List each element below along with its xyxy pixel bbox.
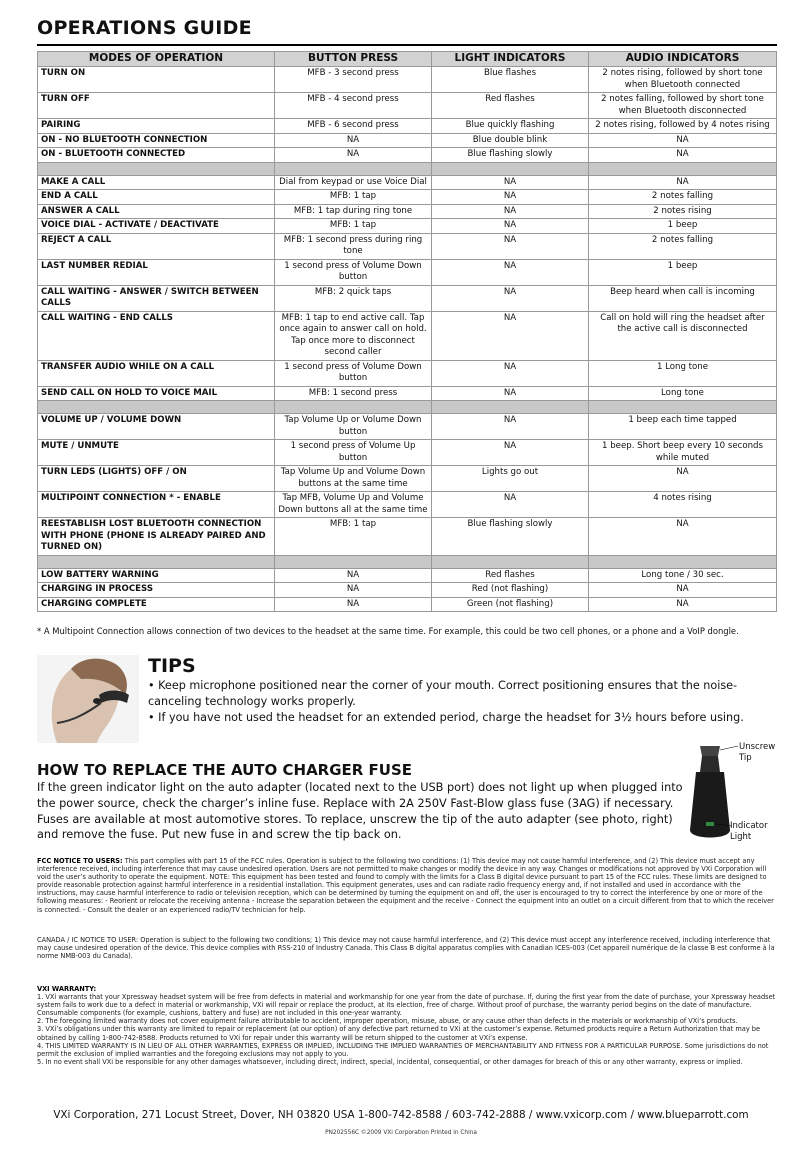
cell-mode: TRANSFER AUDIO WHILE ON A CALL — [38, 360, 275, 386]
cell-press: 1 second press of Volume Up button — [275, 440, 432, 466]
table-row — [38, 175, 777, 190]
cell-press: 1 second press of Volume Down button — [275, 360, 432, 386]
cell-mode: REESTABLISH LOST BLUETOOTH CONNECTION WITH PHONE (PHONE IS ALREADY PAIRED AND TURNED ON) — [38, 518, 275, 556]
separator-cell — [38, 555, 275, 568]
table-row — [38, 204, 777, 219]
cell-press: 1 second press of Volume Down button — [275, 259, 432, 285]
tip-item: • If you have not used the headset for an extended period, charge the headset for 3½ hours before using. — [148, 711, 744, 724]
cell-press: MFB: 1 tap during ring tone — [275, 204, 432, 219]
cell-light: Red flashes — [432, 93, 589, 119]
table-row — [38, 518, 777, 556]
cell-light: NA — [432, 219, 589, 234]
cell-press: MFB: 1 second press during ring tone — [275, 233, 432, 259]
cell-light: NA — [432, 492, 589, 518]
tips-title: TIPS — [148, 655, 196, 677]
table-separator-row — [38, 162, 777, 175]
cell-mode: REJECT A CALL — [38, 233, 275, 259]
separator-cell — [275, 162, 432, 175]
cell-mode: CALL WAITING - END CALLS — [38, 311, 275, 360]
cell-light: Blue flashing slowly — [432, 518, 589, 556]
cell-press: NA — [275, 148, 432, 163]
contact-line: VXi Corporation, 271 Locust Street, Dover, NH 03820 USA 1-800-742-8588 / 603-742-2888 / www.vxicorp.com / www.blueparrott.com — [53, 1109, 749, 1121]
cell-mode: CALL WAITING - ANSWER / SWITCH BETWEEN CALLS — [38, 285, 275, 311]
cell-light: Green (not flashing) — [432, 597, 589, 612]
cell-press: NA — [275, 583, 432, 598]
cell-mode: CHARGING IN PROCESS — [38, 583, 275, 598]
cell-audio: 1 beep — [589, 259, 777, 285]
cell-light: NA — [432, 233, 589, 259]
cell-light: Blue double blink — [432, 133, 589, 148]
cell-press: MFB: 1 tap to end active call. Tap once again to answer call on hold. Tap once more to disconnect second caller — [275, 311, 432, 360]
label-indicator-light: Indicator Light — [730, 821, 768, 842]
cell-audio: Long tone — [589, 386, 777, 401]
cell-press: Tap MFB, Volume Up and Volume Down buttons all at the same time — [275, 492, 432, 518]
cell-mode: MUTE / UNMUTE — [38, 440, 275, 466]
cell-light: Blue flashing slowly — [432, 148, 589, 163]
cell-mode: MULTIPOINT CONNECTION * - ENABLE — [38, 492, 275, 518]
cell-light: Lights go out — [432, 466, 589, 492]
cell-press: MFB: 1 tap — [275, 219, 432, 234]
fuse-instructions: If the green indicator light on the auto adapter (located next to the USB port) does not light up when plugged into the power source, check the charger’s inline fuse. Replace with 2A 250V Fast-Blow glass fuse (3AG) if necessary. Fuses are available at most automotive stores. To replace, unscrew the tip of the auto adapter (see photo, right) and remove the fuse. Put new fuse in and screw the tip back on. — [37, 781, 683, 842]
tips-list — [148, 678, 778, 727]
cell-press: MFB - 4 second press — [275, 93, 432, 119]
cell-press: MFB: 1 tap — [275, 190, 432, 205]
cell-audio: NA — [589, 175, 777, 190]
cell-light: Blue quickly flashing — [432, 119, 589, 134]
cell-light: NA — [432, 440, 589, 466]
cell-audio: 2 notes falling — [589, 190, 777, 205]
cell-mode: VOICE DIAL - ACTIVATE / DEACTIVATE — [38, 219, 275, 234]
title-rule — [37, 44, 777, 46]
table-row — [38, 360, 777, 386]
cell-press: NA — [275, 133, 432, 148]
table-row — [38, 259, 777, 285]
cell-light: NA — [432, 175, 589, 190]
cell-mode: SEND CALL ON HOLD TO VOICE MAIL — [38, 386, 275, 401]
cell-mode: ANSWER A CALL — [38, 204, 275, 219]
cell-audio: 2 notes rising, followed by 4 notes rising — [589, 119, 777, 134]
cell-press: MFB: 1 tap — [275, 518, 432, 556]
cell-press: NA — [275, 597, 432, 612]
column-header: MODES OF OPERATION — [38, 52, 275, 67]
cell-light: NA — [432, 360, 589, 386]
fcc-notice: FCC NOTICE TO USERS: This part complies with part 15 of the FCC rules. Operation is subject to the following two conditions: (1) This device may not cause harmful interference, and (2) This device must accept any interference received, including interference that may cause undesired operation. Users are not permitted to make changes or modify the device in any way. Changes or modifications not approved by VXi Corporation will void the user’s authority to operate the equipment. NOTE: This equipment has been tested and found to comply with the limits for a Class B digital device pursuant to part 15 of the FCC rules. These limits are designed to provide reasonable protection against harmful interference in a residential installation. This equipment generates, uses and can radiate radio frequency energy and, if not installed and used in accordance with the instructions, may cause harmful interference to radio or television reception, which can be determined by turning the equipment on and off, the user is encouraged to try to correct the interference by one or more of the following measures: - Reorient or relocate the receiving antenna - Increase the separation between the equipment and the receive - Connect the equipment into an outlet on a circuit different from that to which the receiver is connected. - Consult the dealer or an experienced radio/TV technician for help. — [37, 857, 774, 914]
column-header: LIGHT INDICATORS — [432, 52, 589, 67]
cell-audio: 4 notes rising — [589, 492, 777, 518]
table-row — [38, 311, 777, 360]
cell-light: Blue flashes — [432, 67, 589, 93]
column-header: BUTTON PRESS — [275, 52, 432, 67]
cell-mode: PAIRING — [38, 119, 275, 134]
cell-mode: ON - BLUETOOTH CONNECTED — [38, 148, 275, 163]
table-row — [38, 386, 777, 401]
table-row — [38, 285, 777, 311]
cell-audio: NA — [589, 133, 777, 148]
cell-light: NA — [432, 285, 589, 311]
multipoint-footnote: * A Multipoint Connection allows connection of two devices to the headset at the same time. For example, this could be two cell phones, or a phone and a VoIP dongle. — [37, 626, 739, 636]
operations-table — [37, 51, 777, 612]
cell-audio: Call on hold will ring the headset after the active call is disconnected — [589, 311, 777, 360]
table-row — [38, 414, 777, 440]
separator-cell — [432, 401, 589, 414]
separator-cell — [432, 162, 589, 175]
cell-press: MFB - 3 second press — [275, 67, 432, 93]
cell-audio: 2 notes falling — [589, 233, 777, 259]
cell-mode: LAST NUMBER REDIAL — [38, 259, 275, 285]
cell-mode: CHARGING COMPLETE — [38, 597, 275, 612]
separator-cell — [589, 401, 777, 414]
cell-light: NA — [432, 386, 589, 401]
cell-press: Dial from keypad or use Voice Dial — [275, 175, 432, 190]
table-row — [38, 219, 777, 234]
separator-cell — [432, 555, 589, 568]
table-row — [38, 93, 777, 119]
table-header-row — [38, 52, 777, 67]
cell-light: NA — [432, 414, 589, 440]
separator-cell — [38, 401, 275, 414]
cell-press: MFB: 1 second press — [275, 386, 432, 401]
table-row — [38, 492, 777, 518]
page-title: OPERATIONS GUIDE — [37, 17, 252, 39]
separator-cell — [589, 555, 777, 568]
cell-light: NA — [432, 259, 589, 285]
cell-mode: LOW BATTERY WARNING — [38, 568, 275, 583]
fuse-title: HOW TO REPLACE THE AUTO CHARGER FUSE — [37, 761, 413, 779]
cell-light: NA — [432, 311, 589, 360]
cell-mode: MAKE A CALL — [38, 175, 275, 190]
table-row — [38, 583, 777, 598]
cell-light: NA — [432, 190, 589, 205]
cell-light: Red (not flashing) — [432, 583, 589, 598]
cell-audio: 1 beep — [589, 219, 777, 234]
cell-audio: 2 notes falling, followed by short tone when Bluetooth disconnected — [589, 93, 777, 119]
cell-mode: TURN LEDS (LIGHTS) OFF / ON — [38, 466, 275, 492]
column-header: AUDIO INDICATORS — [589, 52, 777, 67]
separator-cell — [589, 162, 777, 175]
table-row — [38, 597, 777, 612]
warranty: VXI WARRANTY: 1. VXi warrants that your Xpressway headset system will be free from defects in material and workmanship for one year from the date of purchase. If, during the first year from the date of purchase, your Xpressway headset system fails to work due to a defect in material or workmanship, VXi will repair or replace the product, at its election, free of charge. Without proof of purchase, the warranty period begins on the date of manufacture. Consumable components (for example, cushions, battery and fuse) are not included in this one-year warranty. 2. The foregoing limited warranty does not cover equipment failure attributable to accident, improper operation, misuse, abuse, or any cause other than defects in the materials or workmanship of VXi’s products. 3. VXi’s obligations under this warranty are limited to repair or replacement (at our option) of any defective part returned to VXi at the customer’s expense. Returned products require a Return Authorization that may be obtained by calling 1-800-742-8588. Products returned to VXi for repair under this warranty will be return shipped to the customer at VXi’s expense. 4. THIS LIMITED WARRANTY IS IN LIEU OF ALL OTHER WARRANTIES, EXPRESS OR IMPLIED, INCLUDING THE IMPLIED WARRANTIES OF MERCHANTABILITY AND FITNESS FOR A PARTICULAR PURPOSE. Some jurisdictions do not permit the exclusion of implied warranties and the foregoing exclusions may not apply to you. 5. In no event shall VXi be responsible for any other damages whatsoever, including direct, indirect, special, incidental, consequential, or other damages for breach of this or any other warranty, express or implied. — [37, 985, 776, 1066]
cell-audio: NA — [589, 518, 777, 556]
cell-audio: 2 notes rising — [589, 204, 777, 219]
table-separator-row — [38, 401, 777, 414]
canada-notice: CANADA / IC NOTICE TO USER: Operation is subject to the following two conditions; 1) This device may not cause harmful interference, and (2) This device must accept any interference received, including interference that may cause undesired operation of the device. This device complies with RSS-210 of Industry Canada. This Class B digital apparatus complies with Canadian ICES-003 (Cet appareil numérique de la classe B est conforme à la norme NMB-003 du Canada). — [37, 936, 775, 961]
cell-light: NA — [432, 204, 589, 219]
cell-audio: 2 notes rising, followed by short tone when Bluetooth connected — [589, 67, 777, 93]
table-row — [38, 440, 777, 466]
cell-audio: NA — [589, 466, 777, 492]
cell-press: MFB - 6 second press — [275, 119, 432, 134]
cell-audio: NA — [589, 597, 777, 612]
table-row — [38, 466, 777, 492]
separator-cell — [275, 555, 432, 568]
table-row — [38, 148, 777, 163]
table-separator-row — [38, 555, 777, 568]
table-row — [38, 119, 777, 134]
cell-audio: Beep heard when call is incoming — [589, 285, 777, 311]
table-row — [38, 568, 777, 583]
cell-mode: TURN ON — [38, 67, 275, 93]
cell-audio: NA — [589, 148, 777, 163]
cell-mode: VOLUME UP / VOLUME DOWN — [38, 414, 275, 440]
cell-mode: ON - NO BLUETOOTH CONNECTION — [38, 133, 275, 148]
cell-press: NA — [275, 568, 432, 583]
headset-photo — [37, 655, 139, 743]
cell-audio: NA — [589, 583, 777, 598]
cell-mode: TURN OFF — [38, 93, 275, 119]
cell-press: MFB: 2 quick taps — [275, 285, 432, 311]
label-unscrew-tip: Unscrew Tip — [739, 742, 776, 763]
table-row — [38, 133, 777, 148]
cell-audio: Long tone / 30 sec. — [589, 568, 777, 583]
table-row — [38, 67, 777, 93]
cell-light: Red flashes — [432, 568, 589, 583]
cell-audio: 1 beep. Short beep every 10 seconds while muted — [589, 440, 777, 466]
table-row — [38, 190, 777, 205]
cell-press: Tap Volume Up and Volume Down buttons at the same time — [275, 466, 432, 492]
tip-item: • Keep microphone positioned near the corner of your mouth. Correct positioning ensures that the noise-canceling technology works properly. — [148, 679, 738, 708]
separator-cell — [38, 162, 275, 175]
separator-cell — [275, 401, 432, 414]
print-line: PN202556C ©2009 VXi Corporation Printed in China — [325, 1130, 477, 1136]
cell-audio: 1 Long tone — [589, 360, 777, 386]
cell-press: Tap Volume Up or Volume Down button — [275, 414, 432, 440]
cell-audio: 1 beep each time tapped — [589, 414, 777, 440]
cell-mode: END A CALL — [38, 190, 275, 205]
table-row — [38, 233, 777, 259]
